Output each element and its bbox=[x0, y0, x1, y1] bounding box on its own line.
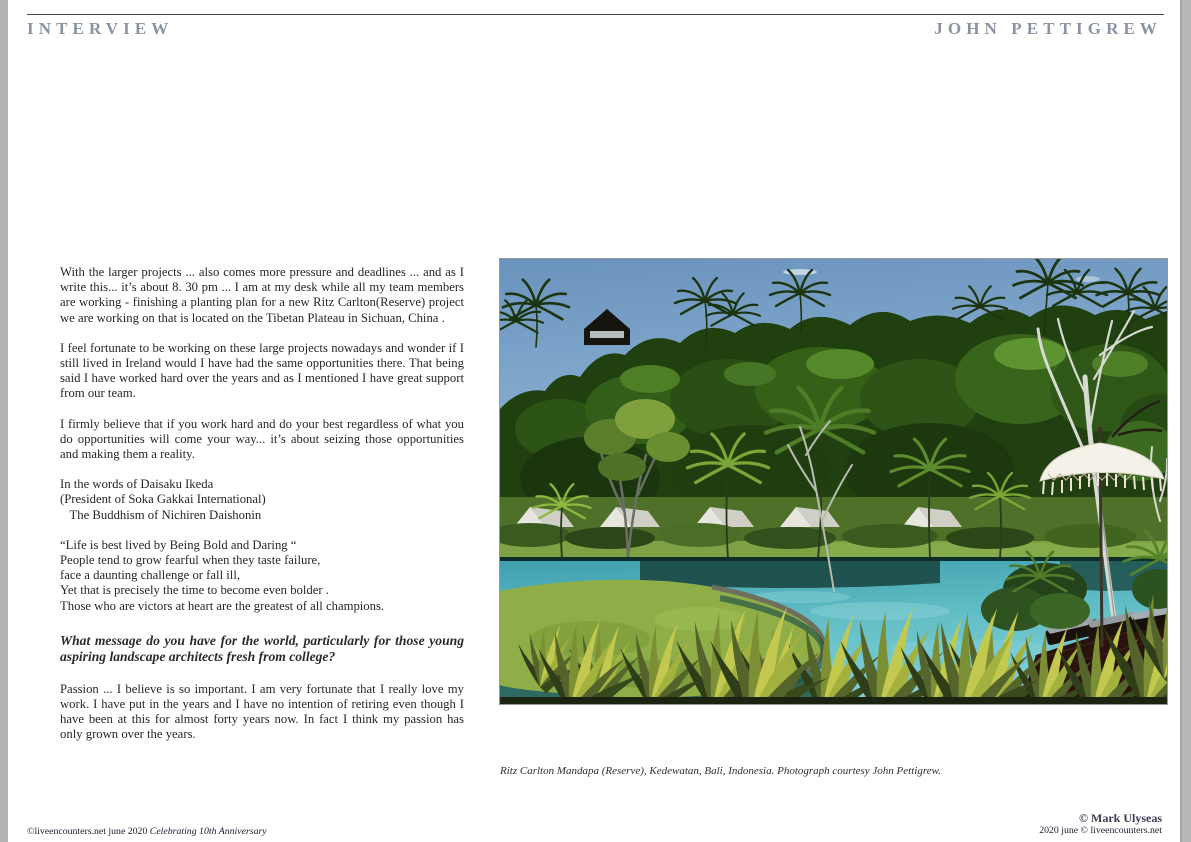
text-line: Those who are victors at heart are the greatest of all champions. bbox=[60, 598, 385, 613]
interviewee-name: JOHN PETTIGREW bbox=[934, 19, 1162, 38]
text-line: face a daunting challenge or fall ill, bbox=[60, 568, 241, 583]
footer-right bbox=[1039, 812, 1162, 837]
footer-copyright: ©liveencounters.net june 2020 bbox=[27, 826, 150, 837]
paragraph: I feel fortunate to be working on these large projects nowadays and wonder if I still lived in Ireland would I have had the same opportunities there. That being said I have worked hard over the years and as I mentioned I have great support from our team. bbox=[60, 340, 464, 401]
paragraph: With the larger projects ... also comes more pressure and deadlines ... and as I write this... it’s about 8. 30 pm ... I am at my desk while all my team members are working - finishing a planting plan for a new Ritz Carlton(Reserve) project we are working on that is located on the Tibetan Plateau in Sichuan, China . bbox=[60, 265, 464, 325]
text-line: People tend to grow fearful when they taste failure, bbox=[60, 553, 321, 568]
photo-caption: Ritz Carlton Mandapa (Reserve), Kedewatan, Bali, Indonesia. Photograph courtesy John Pettigrew. bbox=[500, 765, 941, 777]
text-line: Yet that is precisely the time to become even bolder . bbox=[60, 583, 329, 598]
section-label: INTERVIEW bbox=[27, 19, 174, 38]
page-left-gutter bbox=[0, 0, 8, 842]
header-rule bbox=[27, 14, 1164, 15]
line-block bbox=[60, 538, 464, 614]
text-line: (President of Soka Gakkai International) bbox=[60, 492, 266, 507]
text-line: The Buddhism of Nichiren Daishonin bbox=[60, 507, 262, 522]
line-block bbox=[60, 477, 464, 523]
resort-photograph bbox=[499, 258, 1168, 705]
text-line: In the words of Daisaku Ikeda bbox=[60, 477, 214, 492]
footer-left bbox=[27, 826, 267, 837]
photographer-credit: © Mark Ulyseas bbox=[1079, 811, 1162, 825]
paragraph: Passion ... I believe is so important. I am very fortunate that I really love my work. I have put in the years and I have no intention of retiring even though I have been at this for almost forty years now. In fact I think my passion has only grown over the years. bbox=[60, 681, 464, 742]
paragraph: I firmly believe that if you work hard and do your best regardless of what you do opportunities will come your way... it’s about seizing those opportunities and making them a reality. bbox=[60, 416, 464, 462]
text-line: “Life is best lived by Being Bold and Daring “ bbox=[60, 537, 297, 552]
interview-question: What message do you have for the world, particularly for those young aspiring landscape architects fresh from college? bbox=[60, 632, 464, 665]
article-text-column bbox=[60, 265, 464, 757]
page-right-gutter bbox=[1180, 0, 1191, 842]
footer-site-credit: 2020 june © liveencounters.net bbox=[1039, 825, 1162, 836]
footer-anniversary: Celebrating 10th Anniversary bbox=[149, 826, 267, 837]
